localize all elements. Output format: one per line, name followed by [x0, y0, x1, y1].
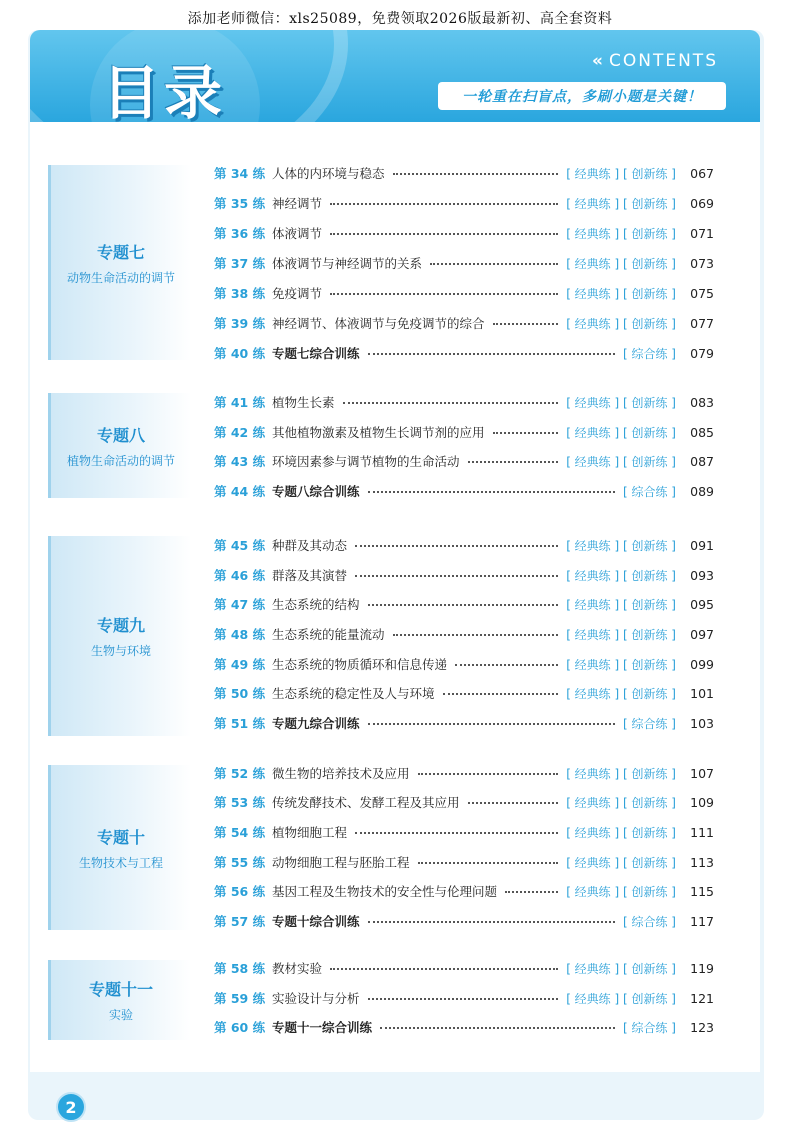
leader-dots	[418, 861, 559, 864]
toc-entry[interactable]	[214, 821, 714, 843]
topic-subtitle: 动物生命活动的调节	[66, 270, 175, 285]
topic-title: 专题八	[96, 425, 145, 445]
topic-subtitle: 实验	[108, 1008, 133, 1022]
entry-title: 微生物的培养技术及应用	[272, 766, 410, 781]
contents-label	[592, 51, 718, 71]
entry-title: 其他植物激素及植物生长调节剂的应用	[272, 425, 485, 440]
entry-tags: [ 综合练 ]	[623, 716, 676, 731]
entry-page: 113	[690, 854, 714, 870]
leader-dots	[330, 292, 558, 295]
entry-tags: [ 经典练 ] [ 创新练 ]	[566, 568, 676, 583]
toc-entry[interactable]	[214, 564, 714, 586]
entry-page: 109	[690, 794, 714, 810]
entry-page: 085	[690, 424, 714, 440]
entry-title: 免疫调节	[272, 286, 323, 301]
toc-entry[interactable]	[214, 1016, 714, 1038]
entry-number: 第 60 练	[214, 1020, 266, 1035]
entry-tags: [ 经典练 ] [ 创新练 ]	[566, 657, 676, 672]
leader-dots	[493, 322, 559, 325]
entry-number: 第 53 练	[214, 795, 266, 810]
toc-entry[interactable]	[214, 421, 714, 443]
entry-tags: [ 综合练 ]	[623, 914, 676, 929]
entry-page: 079	[690, 345, 714, 361]
topic-box-9	[48, 536, 191, 736]
toc-entry[interactable]	[214, 342, 714, 364]
leader-dots	[330, 202, 558, 205]
entry-tags: [ 经典练 ] [ 创新练 ]	[566, 597, 676, 612]
entry-title: 专题八综合训练	[272, 484, 360, 499]
toc-entry[interactable]	[214, 910, 714, 932]
toc-entry[interactable]	[214, 282, 714, 304]
header-banner	[30, 30, 760, 122]
toc-entry[interactable]	[214, 851, 714, 873]
leader-dots	[368, 722, 615, 725]
entry-tags: [ 经典练 ] [ 创新练 ]	[566, 855, 676, 870]
entry-title: 实验设计与分析	[272, 991, 360, 1006]
toc-entry[interactable]	[214, 192, 714, 214]
toc-entry[interactable]	[214, 252, 714, 274]
entry-number: 第 44 练	[214, 484, 266, 499]
leader-dots	[368, 997, 559, 1000]
entry-page: 097	[690, 626, 714, 642]
entry-number: 第 55 练	[214, 855, 266, 870]
entry-tags: [ 经典练 ] [ 创新练 ]	[566, 795, 676, 810]
topic-title: 专题七	[96, 242, 145, 262]
double-chevron-left-icon: «	[592, 51, 605, 71]
entry-title: 人体的内环境与稳态	[272, 166, 385, 181]
entry-tags: [ 经典练 ] [ 创新练 ]	[566, 766, 676, 781]
entry-tags: [ 经典练 ] [ 创新练 ]	[566, 425, 676, 440]
entry-page: 117	[690, 913, 714, 929]
entry-number: 第 49 练	[214, 657, 266, 672]
toc-entry[interactable]	[214, 712, 714, 734]
entry-number: 第 40 练	[214, 346, 266, 361]
toc-entry[interactable]	[214, 450, 714, 472]
contents-text: CONTENTS	[609, 51, 718, 71]
entry-page: 103	[690, 715, 714, 731]
entry-tags: [ 经典练 ] [ 创新练 ]	[566, 454, 676, 469]
entry-number: 第 42 练	[214, 425, 266, 440]
entry-title: 基因工程及生物技术的安全性与伦理问题	[272, 884, 498, 899]
toc-entry[interactable]	[214, 222, 714, 244]
page-title: 目录	[102, 59, 227, 122]
entry-title: 体液调节	[272, 226, 323, 241]
entry-tags: [ 经典练 ] [ 创新练 ]	[566, 825, 676, 840]
toc-entry[interactable]	[214, 987, 714, 1009]
leader-dots	[368, 603, 559, 606]
entry-number: 第 52 练	[214, 766, 266, 781]
leader-dots	[380, 1026, 615, 1029]
toc-entry[interactable]	[214, 880, 714, 902]
entry-page: 123	[690, 1019, 714, 1035]
entry-number: 第 45 练	[214, 538, 266, 553]
topic-title: 专题九	[96, 616, 145, 635]
topic-title: 专题十	[96, 827, 145, 847]
topic-title: 专题十一	[88, 980, 153, 999]
leader-dots	[430, 262, 558, 265]
entry-tags: [ 经典练 ] [ 创新练 ]	[566, 991, 676, 1006]
page-number-badge: 2	[56, 1092, 86, 1122]
entry-title: 环境因素参与调节植物的生命活动	[272, 454, 460, 469]
entry-number: 第 47 练	[214, 597, 266, 612]
entry-title: 生态系统的能量流动	[272, 627, 385, 642]
entry-number: 第 57 练	[214, 914, 266, 929]
leader-dots	[468, 460, 559, 463]
entry-title: 神经调节	[272, 196, 323, 211]
topic-box-11	[48, 960, 191, 1040]
entry-page: 075	[690, 285, 714, 301]
entry-page: 083	[690, 394, 714, 410]
entry-title: 动物细胞工程与胚胎工程	[272, 855, 410, 870]
entry-tags: [ 经典练 ] [ 创新练 ]	[566, 286, 676, 301]
toc-entry[interactable]	[214, 480, 714, 502]
toc-entry[interactable]	[214, 312, 714, 334]
leader-dots	[493, 431, 559, 434]
entry-number: 第 51 练	[214, 716, 266, 731]
toc-entry[interactable]	[214, 957, 714, 979]
entry-title: 神经调节、体液调节与免疫调节的综合	[272, 316, 485, 331]
entry-tags: [ 经典练 ] [ 创新练 ]	[566, 166, 676, 181]
entry-title: 群落及其演替	[272, 568, 348, 583]
entry-number: 第 56 练	[214, 884, 266, 899]
entry-page: 087	[690, 453, 714, 469]
toc-entry[interactable]	[214, 593, 714, 615]
leader-dots	[355, 544, 558, 547]
entry-number: 第 54 练	[214, 825, 266, 840]
entry-title: 植物生长素	[272, 395, 335, 410]
entry-tags: [ 经典练 ] [ 创新练 ]	[566, 961, 676, 976]
entry-number: 第 34 练	[214, 166, 266, 181]
entry-title: 植物细胞工程	[272, 825, 348, 840]
entry-page: 095	[690, 596, 714, 612]
entry-number: 第 46 练	[214, 568, 266, 583]
entry-title: 专题十一综合训练	[272, 1020, 373, 1035]
entry-title: 种群及其动态	[272, 538, 348, 553]
entry-tags: [ 综合练 ]	[623, 346, 676, 361]
entry-tags: [ 经典练 ] [ 创新练 ]	[566, 256, 676, 271]
toc-entry[interactable]	[214, 653, 714, 675]
watermark-text: 添加老师微信：xls25089，免费领取2026版最新初、高全套资料	[187, 11, 613, 27]
topic-subtitle: 生物与环境	[90, 644, 151, 658]
topic-box-7	[48, 165, 191, 360]
leader-dots	[393, 172, 559, 175]
topic-subtitle: 植物生命活动的调节	[66, 453, 175, 468]
entry-page: 119	[690, 960, 714, 976]
leader-dots	[355, 574, 558, 577]
entry-page: 101	[690, 685, 714, 701]
entry-page: 093	[690, 567, 714, 583]
leader-dots	[443, 692, 559, 695]
entry-number: 第 36 练	[214, 226, 266, 241]
leader-dots	[343, 401, 559, 404]
leader-dots	[393, 633, 559, 636]
entry-title: 专题九综合训练	[272, 716, 360, 731]
entry-page: 091	[690, 537, 714, 553]
entry-number: 第 35 练	[214, 196, 266, 211]
entry-number: 第 41 练	[214, 395, 266, 410]
entry-number: 第 43 练	[214, 454, 266, 469]
entry-title: 生态系统的物质循环和信息传递	[272, 657, 448, 672]
toc-entry[interactable]	[214, 762, 714, 784]
toc-entry[interactable]	[214, 391, 714, 413]
leader-dots	[368, 920, 615, 923]
topic-box-10	[48, 765, 191, 930]
entry-number: 第 37 练	[214, 256, 266, 271]
leader-dots	[368, 490, 615, 493]
entry-page: 077	[690, 315, 714, 331]
slogan: 一轮重在扫盲点，多刷小题是关键！	[438, 82, 726, 110]
toc-entry[interactable]	[214, 682, 714, 704]
entry-tags: [ 经典练 ] [ 创新练 ]	[566, 395, 676, 410]
entry-number: 第 58 练	[214, 961, 266, 976]
topic-box-8	[48, 393, 191, 498]
entry-tags: [ 经典练 ] [ 创新练 ]	[566, 196, 676, 211]
entry-page: 067	[690, 165, 714, 181]
toc-entry[interactable]	[214, 791, 714, 813]
entry-number: 第 50 练	[214, 686, 266, 701]
entry-tags: [ 综合练 ]	[623, 484, 676, 499]
entry-number: 第 39 练	[214, 316, 266, 331]
toc-entry[interactable]	[214, 623, 714, 645]
leader-dots	[368, 352, 615, 355]
entry-title: 专题十综合训练	[272, 914, 360, 929]
entry-tags: [ 经典练 ] [ 创新练 ]	[566, 226, 676, 241]
entry-title: 专题七综合训练	[272, 346, 360, 361]
entry-tags: [ 经典练 ] [ 创新练 ]	[566, 316, 676, 331]
entry-title: 生态系统的稳定性及人与环境	[272, 686, 435, 701]
entry-page: 115	[690, 883, 714, 899]
entry-title: 传统发酵技术、发酵工程及其应用	[272, 795, 460, 810]
entry-page: 121	[690, 990, 714, 1006]
leader-dots	[330, 232, 558, 235]
toc-entry[interactable]	[214, 534, 714, 556]
leader-dots	[505, 890, 558, 893]
entry-tags: [ 经典练 ] [ 创新练 ]	[566, 538, 676, 553]
entry-page: 071	[690, 225, 714, 241]
entry-page: 111	[690, 824, 714, 840]
toc-entry[interactable]	[214, 162, 714, 184]
leader-dots	[455, 663, 558, 666]
entry-page: 107	[690, 765, 714, 781]
leader-dots	[468, 801, 559, 804]
entry-tags: [ 经典练 ] [ 创新练 ]	[566, 884, 676, 899]
leader-dots	[355, 831, 558, 834]
leader-dots	[330, 967, 558, 970]
entry-title: 体液调节与神经调节的关系	[272, 256, 423, 271]
entry-page: 069	[690, 195, 714, 211]
entry-tags: [ 经典练 ] [ 创新练 ]	[566, 627, 676, 642]
entry-number: 第 38 练	[214, 286, 266, 301]
entry-title: 教材实验	[272, 961, 323, 976]
entry-title: 生态系统的结构	[272, 597, 360, 612]
leader-dots	[418, 772, 559, 775]
entry-page: 089	[690, 483, 714, 499]
entry-tags: [ 综合练 ]	[623, 1020, 676, 1035]
entry-tags: [ 经典练 ] [ 创新练 ]	[566, 686, 676, 701]
entry-number: 第 48 练	[214, 627, 266, 642]
entry-number: 第 59 练	[214, 991, 266, 1006]
entry-page: 073	[690, 255, 714, 271]
topic-subtitle: 生物技术与工程	[78, 855, 163, 870]
entry-page: 099	[690, 656, 714, 672]
